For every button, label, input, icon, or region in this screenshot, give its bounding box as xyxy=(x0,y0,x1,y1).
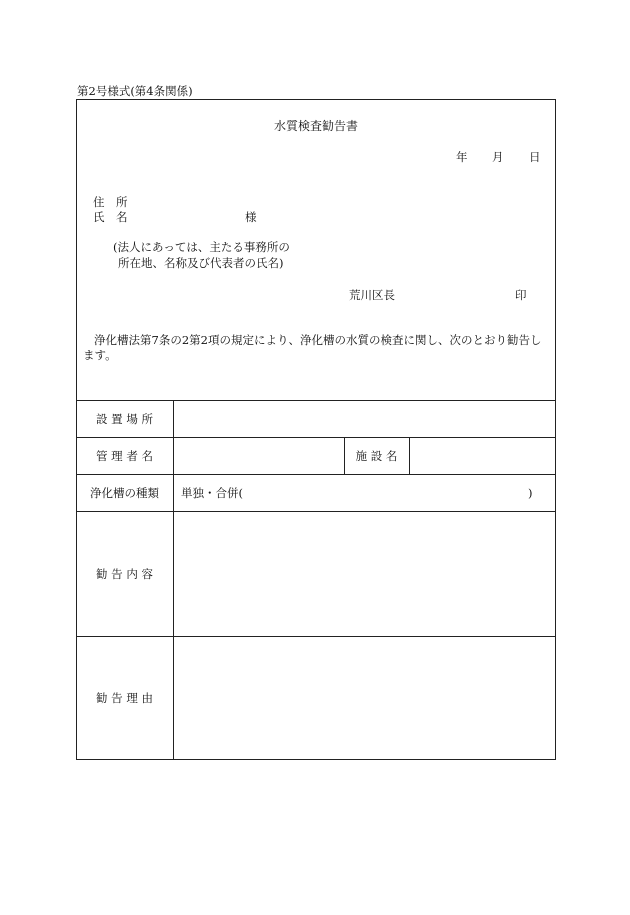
recommendation-reason-label: 勧 告 理 由 xyxy=(96,691,153,705)
body-text-line2: ます。 xyxy=(83,348,117,362)
recommendation-form-frame xyxy=(76,99,556,760)
address-label: 住 所 xyxy=(93,195,128,209)
document-title: 水質検査勧告書 xyxy=(273,119,358,133)
form-number: 第2号様式(第4条関係) xyxy=(77,84,193,98)
corporate-note-line1: (法人にあっては、主たる事務所の xyxy=(113,240,290,254)
facility-name-divider xyxy=(409,437,410,474)
corporate-note-line2: 所在地、名称及び代表者の氏名) xyxy=(118,256,284,270)
date-year: 年 xyxy=(456,150,468,164)
septic-type-close: ) xyxy=(528,486,533,500)
date-day: 日 xyxy=(529,150,541,164)
recommendation-content-label: 勧 告 内 容 xyxy=(96,567,153,581)
row-divider xyxy=(76,636,556,637)
name-label: 氏 名 xyxy=(93,210,128,224)
facility-name-label: 施 設 名 xyxy=(355,449,398,463)
location-label: 設 置 場 所 xyxy=(96,412,153,426)
table-top-line xyxy=(76,400,556,401)
septic-type-value: 単独・合併( xyxy=(181,486,243,500)
seal-mark: 印 xyxy=(515,288,527,302)
row-divider xyxy=(76,511,556,512)
honorific: 様 xyxy=(245,210,257,224)
body-text-line1: 浄化槽法第7条の2第2項の規定により、浄化槽の水質の検査に関し、次のとおり勧告し xyxy=(94,333,542,347)
issuer: 荒川区長 xyxy=(349,288,395,302)
septic-type-label: 浄化槽の種類 xyxy=(90,486,159,500)
row-divider xyxy=(76,437,556,438)
manager-label: 管 理 者 名 xyxy=(96,449,153,463)
label-column-divider xyxy=(173,400,174,760)
date-month: 月 xyxy=(492,150,504,164)
row-divider xyxy=(76,474,556,475)
